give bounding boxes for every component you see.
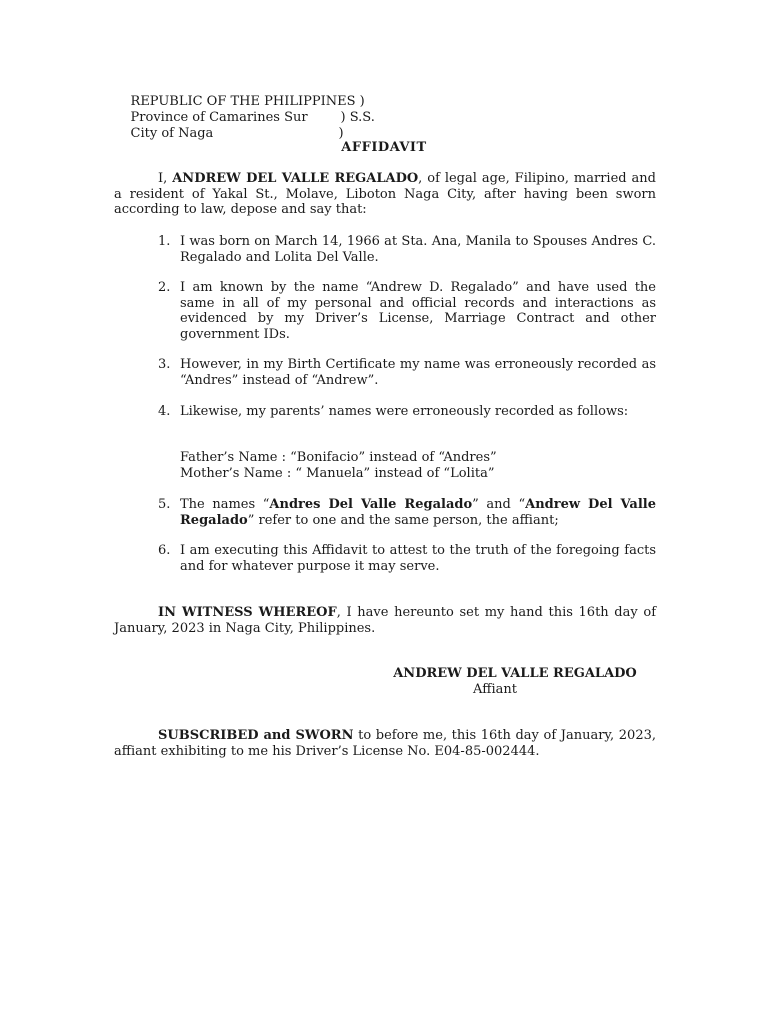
intro-paragraph bbox=[114, 171, 656, 218]
list-item-text: I am executing this Affidavit to attest to the truth of the foregoing facts and for whatever purpose it may serve. bbox=[180, 543, 656, 574]
list-item-text: I was born on March 14, 1966 at Sta. Ana, Manila to Spouses Andres C. Regalado and Lolita Del Valle. bbox=[180, 234, 656, 265]
list-item-number: 6. bbox=[158, 543, 171, 558]
list-item-2 bbox=[158, 280, 656, 342]
signature-role: Affiant bbox=[473, 682, 517, 697]
signature-name: ANDREW DEL VALLE REGALADO bbox=[393, 666, 637, 681]
name-andrew-bold: Andrew Del Valle Regalado bbox=[180, 497, 656, 528]
mother-name-correction: Mother’s Name : “ Manuela” instead of “Lolita” bbox=[180, 466, 495, 481]
list-item-number: 5. bbox=[158, 497, 171, 512]
item5-part2: ” and “ bbox=[472, 497, 526, 512]
item5-part1: The names “ bbox=[180, 497, 270, 512]
venue-republic-text: REPUBLIC OF THE PHILIPPINES ) bbox=[130, 93, 365, 109]
item5-part3: ” refer to one and the same person, the affiant; bbox=[247, 512, 559, 528]
list-item-number: 4. bbox=[158, 404, 171, 419]
intro-rest: , of legal age, Filipino, married and a resident of Yakal St., Molave, Liboton Naga City, after having been sworn according to law, depose and say that: bbox=[114, 171, 656, 217]
name-andres-bold: Andres Del Valle Regalado bbox=[269, 497, 473, 512]
intro-prefix: I, bbox=[158, 171, 173, 186]
list-item-number: 2. bbox=[158, 280, 171, 295]
list-item-text: I am known by the name “Andrew D. Regalado” and have used the same in all of my personal and official records and interactions as evidenced by my Driver’s License, Marriage Contract and other government IDs. bbox=[180, 280, 656, 342]
witness-rest: , I have hereunto set my hand this 16th day of January, 2023 in Naga City, Philippines. bbox=[114, 605, 657, 636]
witness-paragraph bbox=[114, 605, 656, 636]
list-item-text: Likewise, my parents’ names were erroneously recorded as follows: bbox=[180, 404, 629, 419]
list-item-6 bbox=[158, 543, 656, 574]
list-item-number: 3. bbox=[158, 357, 171, 372]
list-item-number: 1. bbox=[158, 234, 171, 249]
list-item-3 bbox=[158, 357, 656, 388]
witness-bold: IN WITNESS WHEREOF bbox=[158, 605, 337, 620]
venue-city-text: City of Naga bbox=[130, 125, 214, 141]
venue-ss-text: ) S.S. bbox=[340, 109, 375, 125]
list-item-5 bbox=[158, 497, 656, 528]
document-title: AFFIDAVIT bbox=[341, 140, 427, 155]
list-item-1 bbox=[158, 234, 656, 265]
jurat-bold: SUBSCRIBED and SWORN bbox=[158, 728, 354, 743]
venue-city-bracket: ) bbox=[338, 125, 344, 141]
jurat-rest: to before me, this 16th day of January, 2023, affiant exhibiting to me his Driver’s License No. E04-85-002444. bbox=[114, 728, 656, 759]
list-item-text bbox=[180, 497, 656, 528]
list-item-4 bbox=[158, 404, 656, 420]
father-name-correction: Father’s Name : “Bonifacio” instead of “Andres” bbox=[180, 450, 497, 465]
list-item-text: However, in my Birth Certificate my name was erroneously recorded as “Andres” instead of “Andrew”. bbox=[180, 357, 656, 388]
venue-province-text: Province of Camarines Sur bbox=[130, 109, 308, 125]
affiant-name-bold: ANDREW DEL VALLE REGALADO bbox=[172, 171, 419, 186]
jurat-paragraph bbox=[114, 728, 656, 759]
